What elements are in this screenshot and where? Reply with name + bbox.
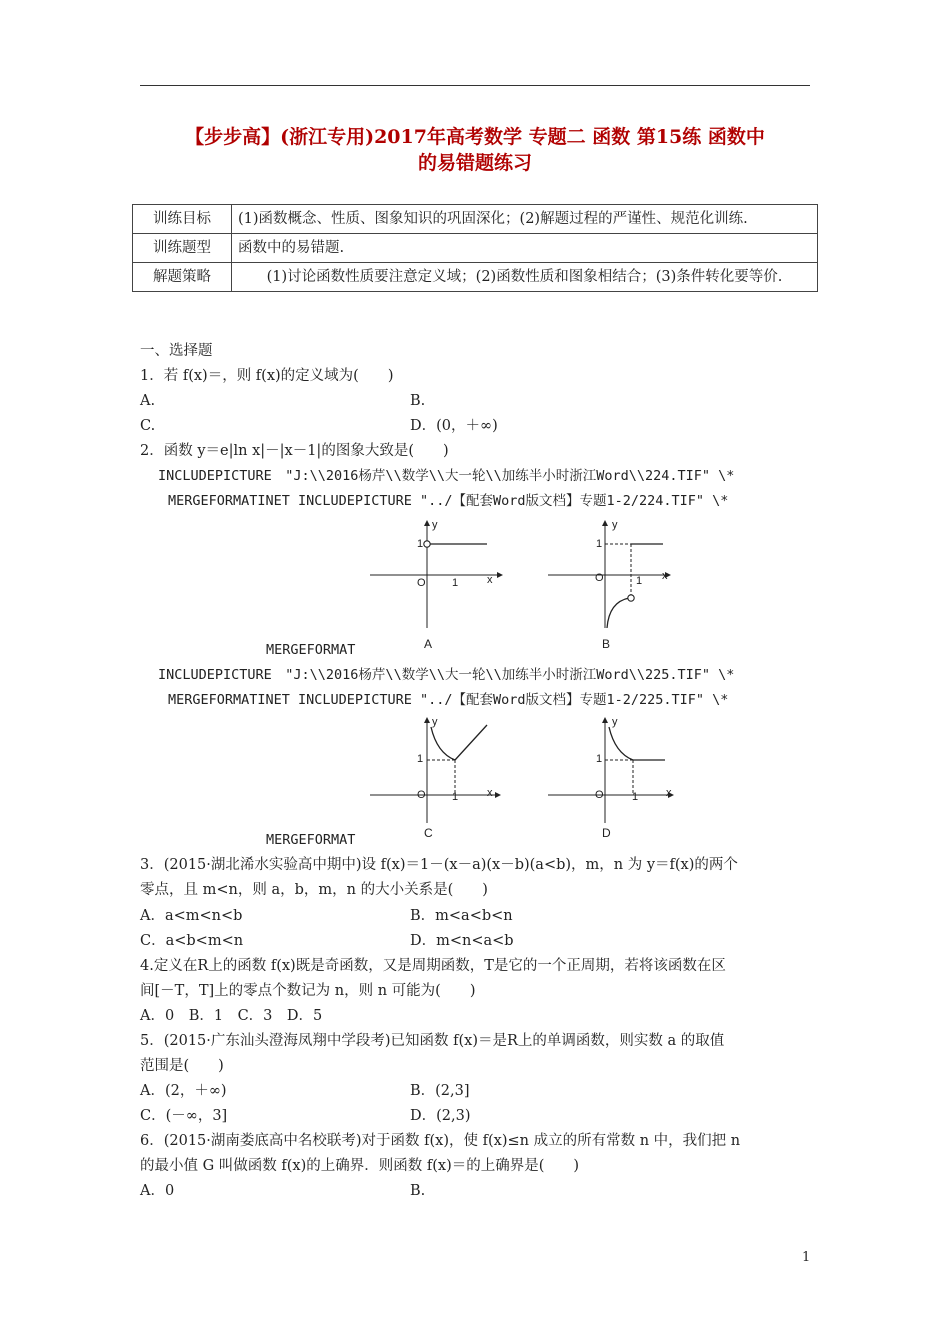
info-table: [132, 204, 818, 292]
q4-stem-2: 间[－T，T]上的零点个数记为 n，则 n 可能为( ): [140, 983, 476, 999]
q6-option-a: A．0: [140, 1183, 175, 1199]
q3-stem-1: 3．(2015·湖北浠水实验高中期中)设 f(x)＝1－(x－a)(x－b)(a<b)，m，n 为 y＝f(x)的两个: [140, 857, 738, 873]
graph-c-caption: C: [424, 826, 433, 840]
table-row: [133, 205, 818, 234]
graph-a: [365, 518, 505, 633]
mergeformat-1: MERGEFORMAT: [266, 642, 356, 658]
graph-d-origin: O: [595, 789, 604, 801]
graph-d-y-label: y: [612, 716, 618, 728]
graph-a-x-label: x: [487, 574, 493, 586]
graph-a-caption: A: [424, 637, 433, 651]
q5-option-b: B．(2,3]: [410, 1083, 470, 1099]
q1-option-d: D．(0，＋∞): [410, 418, 498, 434]
q1-option-b: B.: [410, 393, 426, 409]
graph-a-x-tick: 1: [452, 577, 459, 589]
graph-b-x-label: x: [662, 570, 668, 582]
include-field-2b: MERGEFORMATINET INCLUDEPICTURE "../【配套Word版文档】专题1-2/225.TIF" \*: [168, 692, 729, 708]
mergeformat-2: MERGEFORMAT: [266, 832, 356, 848]
include-field-1b: MERGEFORMATINET INCLUDEPICTURE "../【配套Word版文档】专题1-2/224.TIF" \*: [168, 493, 729, 509]
table-row: [133, 234, 818, 263]
q4-options: A．0 B．1 C．3 D．5: [140, 1008, 323, 1024]
title-line-2: 的易错题练习: [417, 152, 532, 174]
graph-a-y-label: y: [432, 519, 438, 531]
info-key: 解题策略: [133, 263, 232, 292]
graph-a-y-tick: 1: [417, 538, 424, 550]
title-line-1: 【步步高】(浙江专用)2017年高考数学 专题二 函数 第15练 函数中: [185, 126, 765, 148]
graph-d: [543, 715, 678, 827]
q3-stem-2: 零点，且 m<n，则 a，b，m，n 的大小关系是( ): [140, 882, 488, 898]
header-rule: [140, 85, 810, 86]
page-number: 1: [802, 1250, 811, 1265]
q1-stem: 1．若 f(x)＝，则 f(x)的定义域为( ): [140, 368, 394, 384]
graph-a-origin: O: [417, 577, 426, 589]
info-value: (1)函数概念、性质、图象知识的巩固深化；(2)解题过程的严谨性、规范化训练.: [232, 205, 818, 234]
q6-stem-2: 的最小值 G 叫做函数 f(x)的上确界．则函数 f(x)＝的上确界是( ): [140, 1158, 580, 1174]
graph-c-origin: O: [417, 789, 426, 801]
include-field-1a: INCLUDEPICTURE "J:\\2016杨芹\\数学\\大一轮\\加练半小时浙江Word\\224.TIF" \*: [158, 468, 735, 484]
include-field-2a: INCLUDEPICTURE "J:\\2016杨芹\\数学\\大一轮\\加练半小时浙江Word\\225.TIF" \*: [158, 667, 735, 683]
q5-stem-2: 范围是( ): [140, 1058, 224, 1074]
q1-option-c: C.: [140, 418, 156, 434]
q5-stem-1: 5．(2015·广东汕头澄海凤翔中学段考)已知函数 f(x)＝是R上的单调函数，则实数 a 的取值: [140, 1033, 725, 1049]
graph-c-y-label: y: [432, 716, 438, 728]
page-title: [130, 124, 820, 176]
graph-d-y-tick: 1: [596, 753, 603, 765]
q1-option-a: A.: [140, 393, 156, 409]
q3-option-a: A．a<m<n<b: [140, 908, 243, 924]
graph-b-caption: B: [602, 637, 611, 651]
q4-stem-1: 4.定义在R上的函数 f(x)既是奇函数，又是周期函数，T是它的一个正周期，若将该函数在区: [140, 958, 726, 974]
q3-option-c: C．a<b<m<n: [140, 933, 244, 949]
graph-d-x-label: x: [666, 787, 672, 799]
q6-stem-1: 6．(2015·湖南娄底高中名校联考)对于函数 f(x)，使 f(x)≤n 成立的所有常数 n 中，我们把 n: [140, 1133, 741, 1149]
info-value: 函数中的易错题.: [232, 234, 818, 263]
graph-d-x-tick: 1: [632, 791, 639, 803]
graph-b: [543, 518, 673, 633]
q5-option-d: D．(2,3): [410, 1108, 471, 1124]
graph-b-y-label: y: [612, 519, 618, 531]
q6-option-b: B.: [410, 1183, 426, 1199]
q2-stem: 2．函数 y＝e|ln x|－|x－1|的图象大致是( ): [140, 443, 449, 459]
graph-b-x-tick: 1: [636, 575, 643, 587]
section-heading: 一、选择题: [140, 343, 213, 359]
graph-c-x-tick: 1: [452, 791, 459, 803]
graph-c: [365, 715, 505, 827]
info-key: 训练目标: [133, 205, 232, 234]
graph-b-y-tick: 1: [596, 538, 603, 550]
q3-option-d: D．m<n<a<b: [410, 933, 514, 949]
graph-c-x-label: x: [487, 787, 493, 799]
info-value: (1)讨论函数性质要注意定义域；(2)函数性质和图象相结合；(3)条件转化要等价.: [232, 263, 818, 292]
q5-option-a: A．(2，＋∞): [140, 1083, 227, 1099]
graph-d-caption: D: [602, 826, 611, 840]
q5-option-c: C．(－∞，3]: [140, 1108, 228, 1124]
table-row: [133, 263, 818, 292]
q3-option-b: B．m<a<b<n: [410, 908, 513, 924]
info-key: 训练题型: [133, 234, 232, 263]
graph-c-y-tick: 1: [417, 753, 424, 765]
graph-b-origin: O: [595, 572, 604, 584]
